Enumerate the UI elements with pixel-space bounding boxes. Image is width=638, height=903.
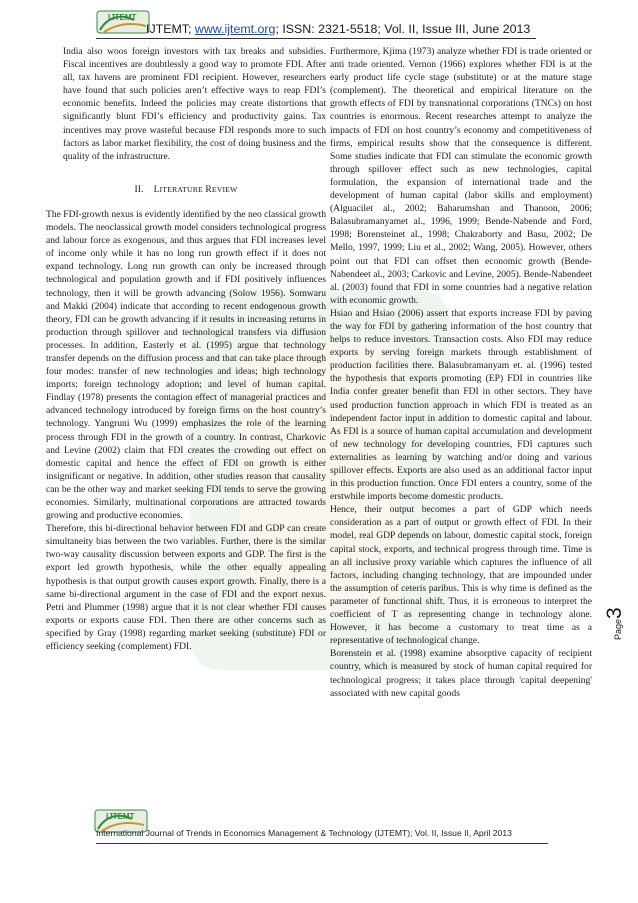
body-paragraph: Furthermore, Kjima (1973) analyze whether FDI is trade oriented or anti trade oriented. Vernon (1966) explores whether FDI is at the early product life cycle stage (substitute) or at the mature stage (complement). The theoretical and empirical literature on the growth effects of FDI by transnational corporations (TNCs) on host countries is enormous. Recent researches attempt to analyze the impacts of FDI on host country’s economy and competitiveness of firms, empirical results show that the consequence is different. Some studies indicate that FDI can stimulate the economic growth through spillover effect such as new technologies, capital formulation, the expansion of international trade and the development of human capital (labor skills and employment) (Alguacilet al., 2002; Baharumshan and Thanoon, 2006; Balasubramanyamet al., 1996, 1999; Bende-Nabende and Ford, 1998; Borensteinet al., 1998; Chakraborty and Basu, 2002; De Mello, 1997, 1999; Liu et al., 2002; Wang, 2005). However, others point out that FDI can offset then economic growth (Bende-Nabendeet al., 2003; Carkovic and Levine, 2005). Bende-Nabendeet al. (2003) found that FDI in some countries had a negative relation with economic growth.: [330, 46, 592, 306]
footer-divider: [96, 843, 548, 844]
section-title-part: ITERATURE: [159, 184, 203, 194]
section-title-part: L: [153, 183, 160, 195]
page-number-value: 3: [603, 607, 626, 619]
header-divider: [96, 38, 536, 39]
page-number: [603, 607, 627, 640]
section-number: II.: [134, 183, 144, 195]
header-issue-info: ; ISSN: 2321-5518; Vol. II, Issue III, June 2013: [275, 22, 531, 36]
running-header: [146, 22, 530, 36]
header-journal: IJTEMT;: [146, 22, 192, 36]
logo-text: IJTEMT: [106, 812, 135, 821]
section-heading: [46, 183, 326, 196]
body-paragraph: Therefore, this bi-directional behavior between FDI and GDP can create simultaneity bias between the two variables. Further, there is the similar two-way causality discussion between exports and GDP. The first is the export led growth hypothesis, while the other equally appealing hypothesis is that output growth causes export growth. Finally, there is a same bi-directional argument in the case of FDI and the export nexus. Petri and Plummer (1998) argue that it is not clear whether FDI causes exports or exports cause FDI. Then there are other concerns such as specified by Gray (1998) regarding market seeking (substitute) FDI or efficiency seeking (complement) FDI.: [46, 523, 326, 653]
page-label: Page: [613, 618, 623, 640]
body-paragraph: Hsiao and Hsiao (2006) assert that exports increase FDI by paving the way for FDI by gathering information of the host country that helps to reduce investors. Transaction costs. Also FDI may reduce exports by serving foreign markets through establishment of production facilities there. Balasubramanyam et. al. (1996) tested the hypothesis that exports promoting (EP) FDI in countries like India confer greater benefit than FDI in other sectors. They have used production function approach in which FDI is treated as an independent factor input in addition to domestic capital and labour. As FDI is a source of human capital accumulation and development of new technology for developing countries, FDI captures such externalities as learning by watching and/or doing and various spillover effects. Exports are also used as an additional factor input in this production function. Once FDI enters a country, some of the erstwhile imports become domestic products.: [330, 307, 592, 503]
left-column: [46, 45, 326, 653]
body-paragraph: Borenstein et al. (1998) examine absorptive capacity of recipient country, which is measured by stock of human capital required for technological progress; it takes place through 'capital deepening' associated with new capital goods: [330, 648, 592, 699]
right-column: [330, 45, 592, 700]
journal-logo: [94, 8, 152, 38]
body-paragraph: The FDI-growth nexus is evidently identified by the neo classical growth models. The neoclassical growth model considers technological progress and labour force as exogenous, and thus argues that FDI increases level of income only while it has no long run growth effect if it does not expand technology. Long run growth can only be increased through technological and population growth and if FDI positively influences technology, then it will be growth advancing (Solow 1956). Somwaru and Makki (2004) indicate that according to recent endogenous growth theory, FDI can be growth advancing if it results in increasing returns in production through spillover and technological transfers via diffusion processes. In addition, Easterly et al. (1995) argue that technology transfer depends on the diffusion process and that can take place through four modes: transfer of new technologies and ideas; high technology imports; foreign technology adoption; and level of human capital. Findlay (1978) presents the contagion effect of managerial practices and advanced technology introduced by foreign firms on the host country’s technology. Yangruni Wu (1999) emphasizes the role of the learning process through FDI in the growth of a country. In contrast, Charkovic and Levine (2002) claim that FDI creates the crowding out effect on domestic capital and hence the effect of FDI on growth is either insignificant or negative. In addition, other studies reason that causality can be the other way and market seeking FDI tends to serve the growing economies. Similarly, multinational corporations are attracted towards growing and productive economies.: [46, 208, 326, 522]
section-title-part: R: [202, 183, 212, 195]
journal-url-link[interactable]: www.ijtemt.org: [194, 22, 276, 36]
section-title-part: EVIEW: [211, 184, 238, 194]
running-footer: International Journal of Trends in Economics Management & Technology (IJTEMT); Vol. II, Issue II, April 2013: [96, 828, 512, 838]
logo-text: IJTEMT: [108, 13, 137, 22]
bullet-paragraph: India also woos foreign investors with tax breaks and subsidies. Fiscal incentives are doubtlessly a good way to promote FDI. After all, tax havens are prominent FDI recipient. However, researchers have found that such policies aren’t effective ways to reap FDI’s economic benefits. Indeed the policies may create distortions that significantly blunt FDI’s efficiency and productivity gains. Tax incentives may prove wasteful because FDI responds more to such factors as labor market flexibility, the cost of doing business and the quality of the infrastructure.: [63, 46, 326, 162]
body-paragraph: Hence, their output becomes a part of GDP which needs consideration as a part of output or growth effect of FDI. In their model, real GDP depends on labour, domestic capital stock, foreign capital stock, exports, and technical progress through time. Time is an all inclusive proxy variable which captures the influence of all factors, including changing technology, that are impounded under the assumption of ceteris paribus. This is why time is defined as the parameter of functional shift. Thus, it is erroneous to interpret the coefficient of T as representing change in technology alone. However, it has become a customary to treat time as a representative of technological change.: [330, 504, 592, 647]
